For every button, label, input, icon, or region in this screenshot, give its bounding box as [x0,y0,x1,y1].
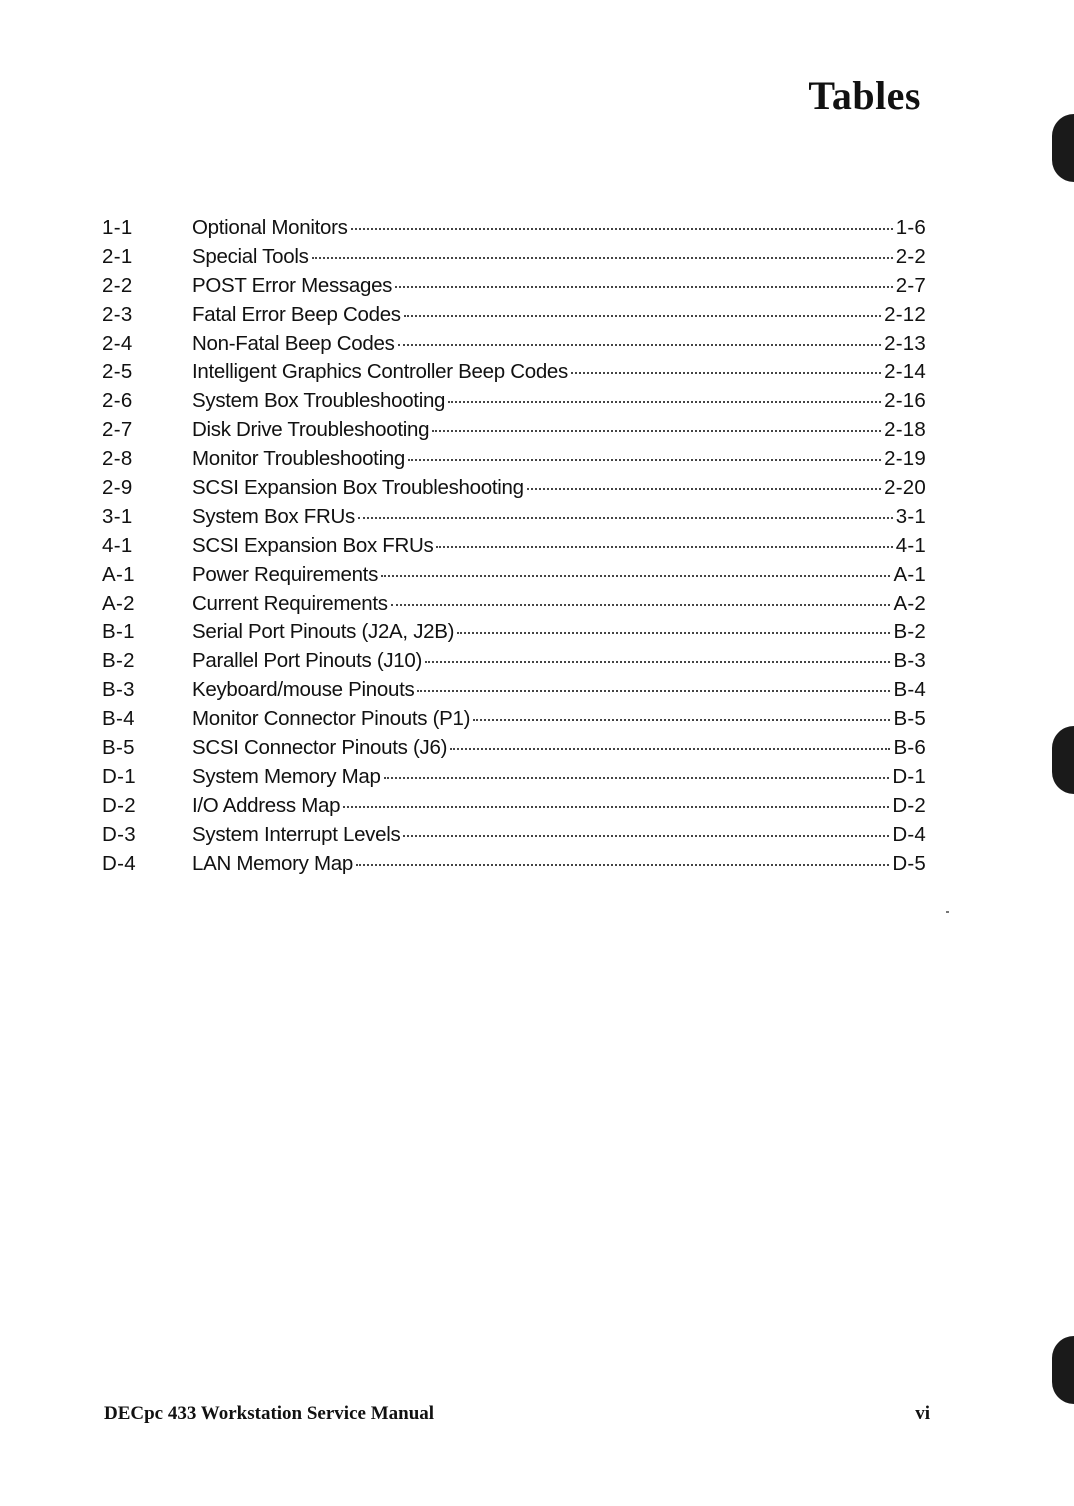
table-number: 2-4 [102,331,133,355]
page-ref: B-3 [893,649,926,673]
page-ref: 2-14 [884,360,926,384]
table-number: 2-7 [102,418,133,442]
dot-leader [448,400,881,403]
page-ref: D-4 [892,822,926,846]
dot-leader [343,805,889,808]
table-title: Power Requirements [192,562,379,586]
dot-leader [408,458,881,461]
table-title: LAN Memory Map [192,851,353,875]
dot-leader [312,256,893,259]
scan-speck [946,911,949,913]
list-item [102,503,926,532]
table-number: B-2 [102,649,135,673]
list-item [102,561,926,590]
page-ref: 2-20 [884,476,926,500]
table-number: D-3 [102,822,136,846]
page-ref: 2-7 [895,273,926,297]
page-ref: 2-13 [884,331,926,355]
page-ref: 2-18 [884,418,926,442]
page-ref: 4-1 [895,533,926,557]
dot-leader [358,516,893,519]
table-title: Non-Fatal Beep Codes [192,331,395,355]
table-number: 3-1 [102,504,133,528]
list-item [102,445,926,474]
list-item [102,647,926,676]
table-number: 4-1 [102,533,133,557]
table-title: Monitor Troubleshooting [192,447,406,471]
list-item [102,734,926,763]
table-number: 2-8 [102,447,133,471]
list-item [102,676,926,705]
table-title: POST Error Messages [192,273,393,297]
dot-leader [571,371,881,374]
table-number: 2-6 [102,389,133,413]
list-item [102,301,926,330]
list-item [102,705,926,734]
list-item [102,763,926,792]
table-title: Monitor Connector Pinouts (P1) [192,707,471,731]
table-number: B-3 [102,678,135,702]
list-item [102,358,926,387]
table-number: D-4 [102,851,136,875]
list-item [102,821,926,850]
dot-leader [384,776,890,779]
table-title: Intelligent Graphics Controller Beep Codes [192,360,568,384]
table-title: SCSI Expansion Box Troubleshooting [192,476,524,500]
page-ref: B-5 [893,707,926,731]
table-number: A-2 [102,591,135,615]
table-title: Special Tools [192,244,309,268]
page-ref: B-2 [893,620,926,644]
manual-title: DECpc 433 Workstation Service Manual [104,1403,435,1424]
table-title: Optional Monitors [192,216,348,239]
section-tab-marker [1052,1336,1074,1404]
table-title: Current Requirements [192,591,388,615]
page-ref: 2-16 [884,389,926,413]
dot-leader [351,227,893,230]
table-title: System Memory Map [192,764,381,788]
page-ref: A-1 [893,562,926,586]
table-number: 2-3 [102,302,133,326]
page-ref: D-5 [892,851,926,875]
dot-leader [432,429,881,432]
table-number: D-1 [102,764,136,788]
page-ref: B-6 [893,736,926,760]
section-tab-marker [1052,726,1074,794]
list-item [102,272,926,301]
list-item [102,532,926,561]
table-list [102,214,926,878]
table-number: 2-2 [102,273,133,297]
page-ref: 3-1 [895,504,926,528]
page-ref: 2-19 [884,447,926,471]
dot-leader [403,834,889,837]
table-title: SCSI Expansion Box FRUs [192,533,434,557]
page-ref: D-1 [892,764,926,788]
table-title: SCSI Connector Pinouts (J6) [192,736,448,760]
list-item [102,792,926,821]
table-number: 2-9 [102,476,133,500]
dot-leader [356,863,889,866]
list-item [102,243,926,272]
page-ref: 1-6 [895,216,926,239]
dot-leader [398,343,882,346]
table-number: B-5 [102,736,135,760]
table-title: Keyboard/mouse Pinouts [192,678,415,702]
table-title: Serial Port Pinouts (J2A, J2B) [192,620,455,644]
list-item [102,618,926,647]
table-number: D-2 [102,793,136,817]
list-item [102,214,926,243]
dot-leader [473,718,890,721]
table-title: System Interrupt Levels [192,822,401,846]
page-ref: B-4 [893,678,926,702]
table-title: Disk Drive Troubleshooting [192,418,430,442]
dot-leader [404,314,881,317]
dot-leader [391,603,891,606]
list-item [102,474,926,503]
page-number: vi [915,1403,930,1424]
table-title: System Box FRUs [192,504,355,528]
list-item [102,590,926,619]
table-number: A-1 [102,562,135,586]
dot-leader [527,487,881,490]
dot-leader [450,747,890,750]
dot-leader [395,285,893,288]
table-title: System Box Troubleshooting [192,389,446,413]
page-footer [104,1403,930,1425]
section-tab-marker [1052,114,1074,182]
table-number: 1-1 [102,216,133,239]
page-ref: 2-2 [895,244,926,268]
dot-leader [436,545,892,548]
dot-leader [425,660,890,663]
table-number: B-1 [102,620,135,644]
list-item [102,850,926,879]
dot-leader [381,574,890,577]
dot-leader [457,631,890,634]
list-item [102,330,926,359]
page-title: Tables [808,73,921,118]
page-ref: 2-12 [884,302,926,326]
table-title: Fatal Error Beep Codes [192,302,401,326]
page-ref: D-2 [892,793,926,817]
table-number: 2-1 [102,244,133,268]
list-item [102,387,926,416]
table-title: I/O Address Map [192,793,341,817]
table-number: B-4 [102,707,135,731]
table-number: 2-5 [102,360,133,384]
list-item [102,416,926,445]
table-title: Parallel Port Pinouts (J10) [192,649,423,673]
page-ref: A-2 [893,591,926,615]
dot-leader [417,689,890,692]
